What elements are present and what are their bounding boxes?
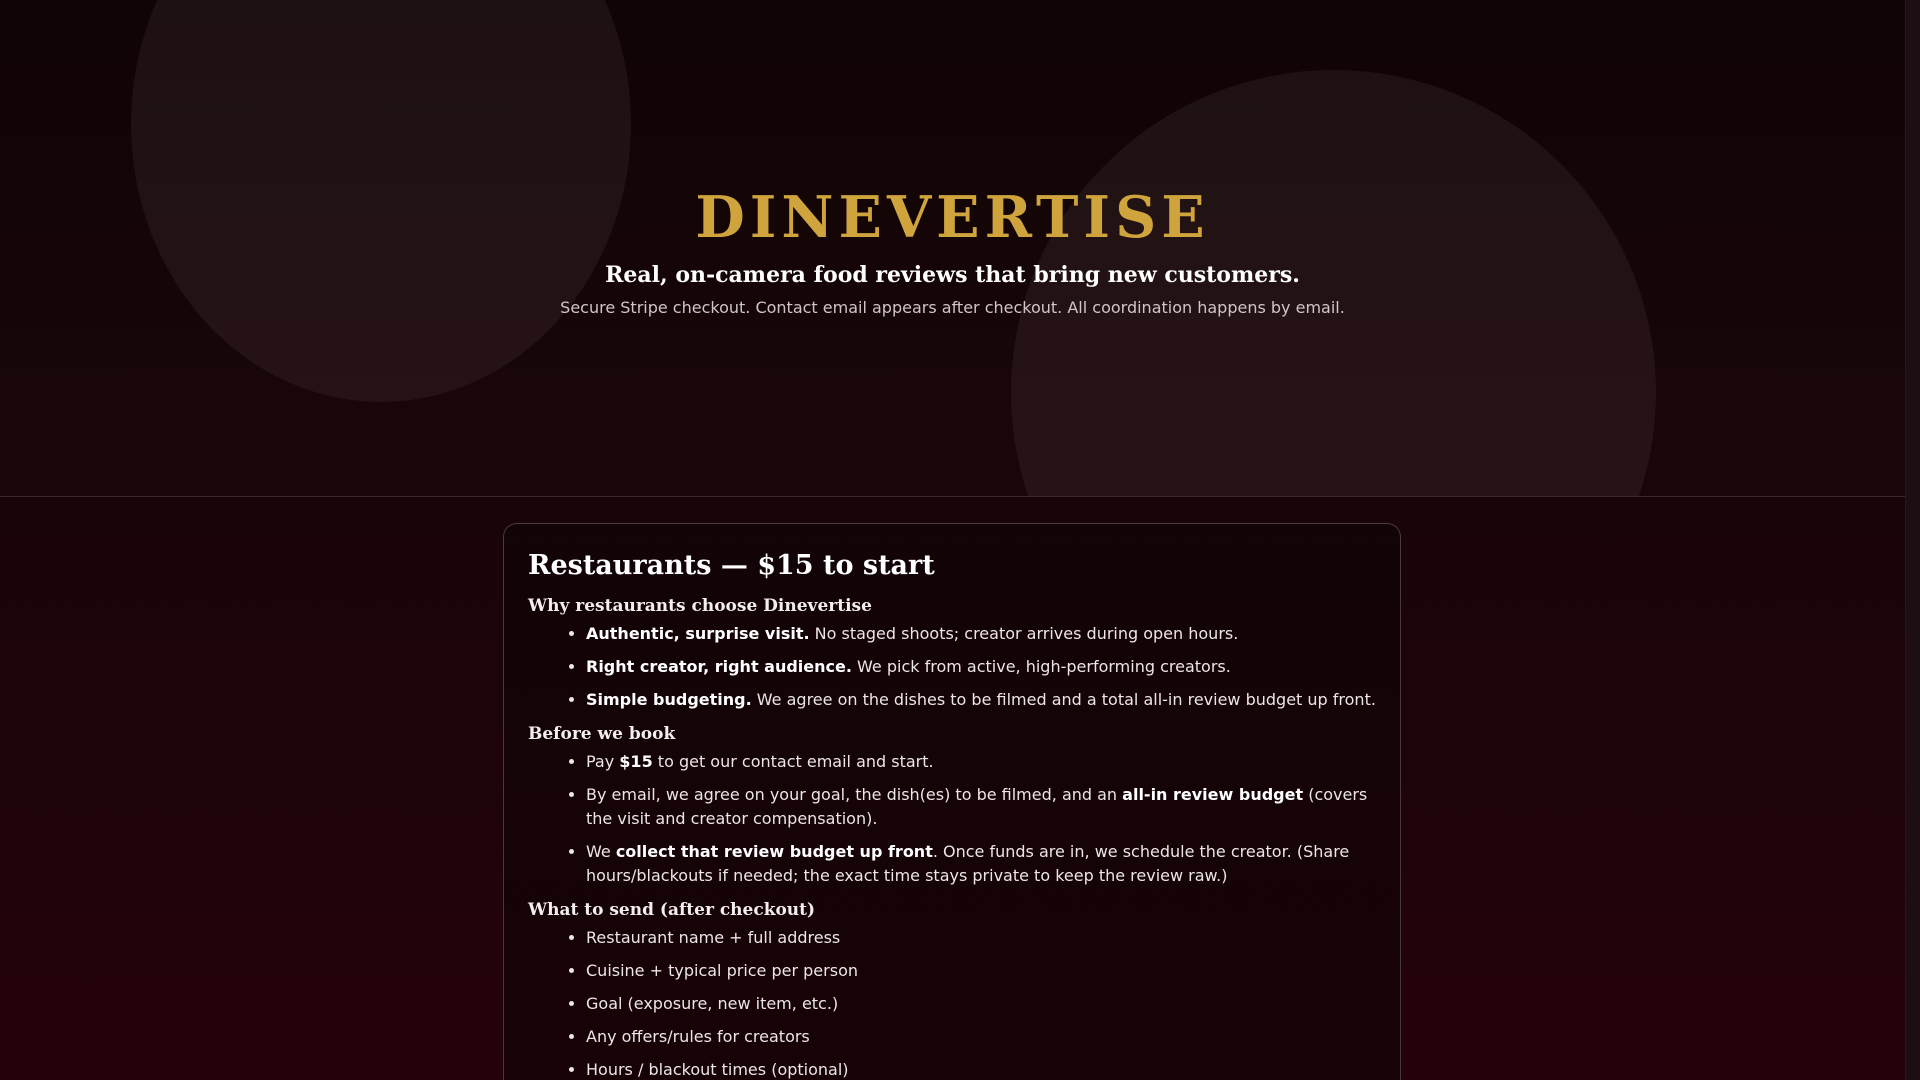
list-item [586,840,1376,888]
list-item-text: Pay [586,752,620,771]
hero-section [0,0,1905,497]
list-item-text: to get our contact email and start. [652,752,934,771]
list-item: • Restaurant name + full address [586,926,1376,950]
list-item-bold: Authentic, surprise visit. [586,624,810,643]
list-item-text: No staged shoots; creator arrives during open hours. [809,624,1239,643]
list-item: • Any offers/rules for creators [586,1025,1376,1049]
list-item-text: By email, we agree on your goal, the dish(es) to be filmed, and an [586,785,1123,804]
list-item-text: We [586,842,616,861]
before-list [528,750,1376,888]
list-item: • Cuisine + typical price per person [586,959,1376,983]
list-item: • Goal (exposure, new item, etc.) [586,992,1376,1016]
page-scrollbar[interactable] [1905,0,1920,1080]
list-item [586,688,1376,712]
card-title: Restaurants — $15 to start [528,550,935,581]
hero-content [0,180,1905,320]
list-item-bold: collect that review budget up front [615,842,933,861]
send-list [528,926,1376,1080]
list-item [586,622,1376,646]
list-item [586,750,1376,774]
restaurants-card [503,523,1401,1080]
list-item-bold: $15 [619,752,653,771]
list-item-bold: all-in review budget [1122,785,1304,804]
list-item-text: (covers the visit and creator compensation). [586,785,1368,828]
list-item-bold: Simple budgeting. [586,690,752,709]
why-list [528,622,1376,712]
why-heading: Why restaurants choose Dinevertise [528,596,872,616]
list-item [586,783,1376,831]
list-item-text: We agree on the dishes to be filmed and a total all-in review budget up front. [751,690,1376,709]
list-item [586,655,1376,679]
list-item-bold: Right creator, right audience. [586,657,852,676]
brand-title: DINEVERTISE [695,184,1210,251]
hero-note: Secure Stripe checkout. Contact email appears after checkout. All coordination happens by email. [560,298,1345,317]
hero-tagline: Real, on-camera food reviews that bring new customers. [605,262,1300,288]
send-heading: What to send (after checkout) [528,900,816,920]
list-item: • Hours / blackout times (optional) [586,1058,1376,1080]
before-heading: Before we book [528,724,676,744]
list-item-text: We pick from active, high-performing creators. [851,657,1231,676]
list-item-text: . Once funds are in, we schedule the creator. (Share hours/blackouts if needed; the exact time stays private to keep the review raw.) [586,842,1350,885]
